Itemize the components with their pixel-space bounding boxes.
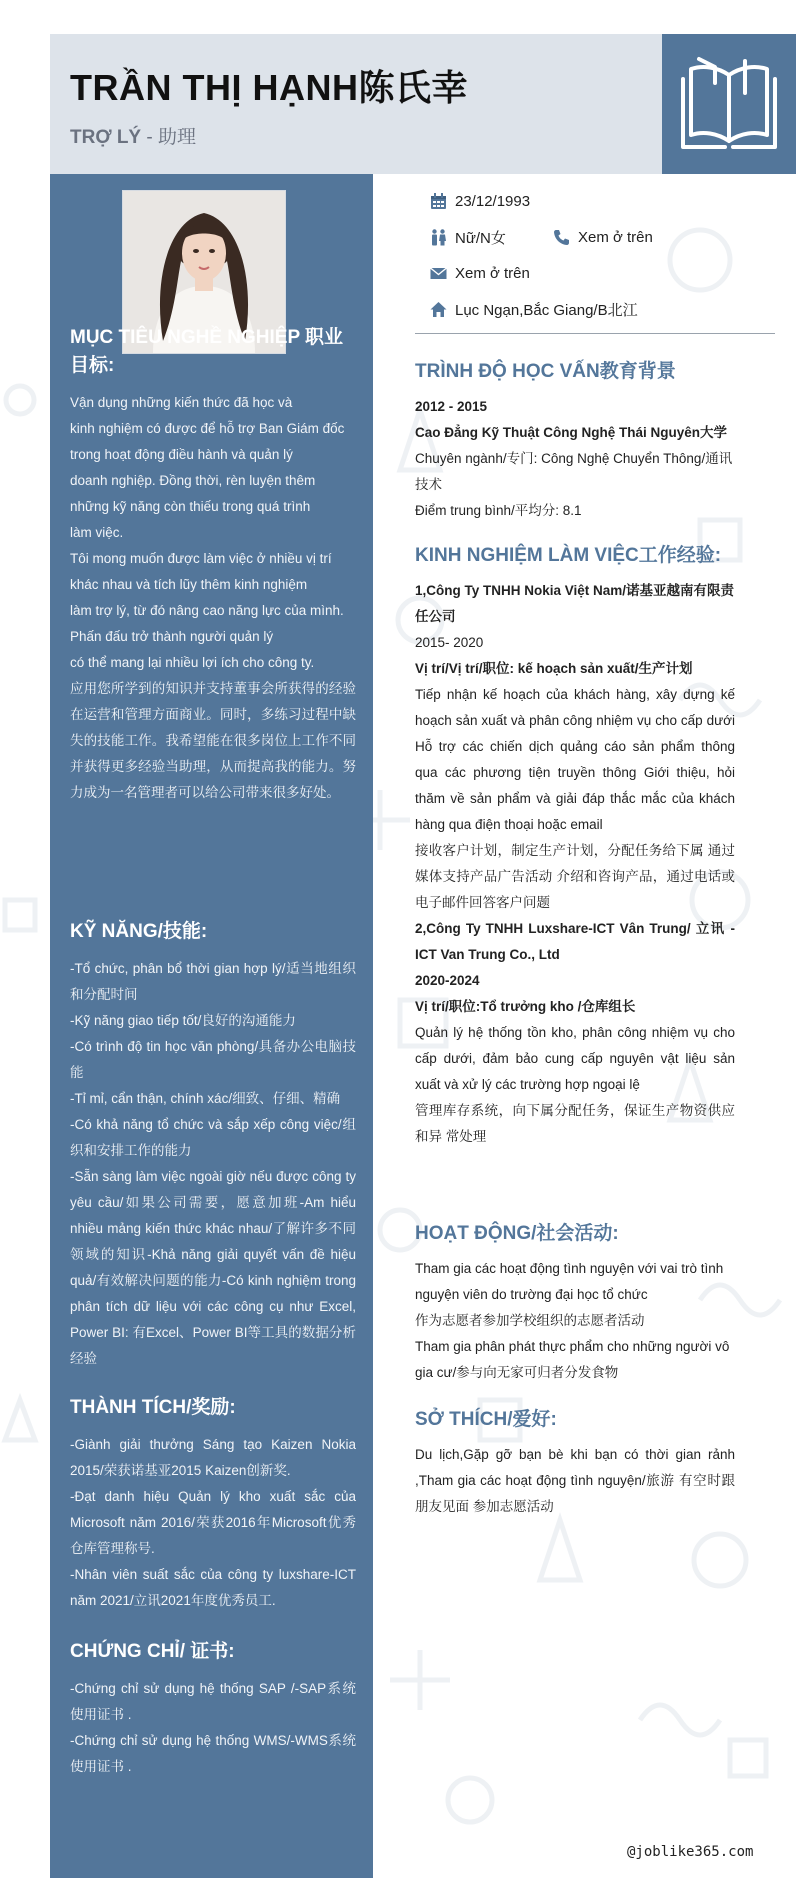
education-school: Cao Đẳng Kỹ Thuật Công Nghệ Thái Nguyên大学 <box>415 425 728 440</box>
website-watermark: @joblike365.com <box>627 1844 754 1860</box>
role-vietnamese: TRỢ LÝ <box>70 127 142 148</box>
job-description: Tiếp nhận kế hoạch của khách hàng, xây dựng kế hoạch sản xuất và phân công nhiệm vụ cho cấp dưới Hỗ trợ các chiến dịch quảng cáo sản phẩm thông qua các phương tiện truyền thông Giới thiệu, hỏi thăm về sản phẩm và giải đáp thắc mắc của khách hàng qua điện thoại hoặc email <box>415 687 735 832</box>
objective-line: có thể mang lại nhiều lợi ích cho công ty. <box>70 655 315 670</box>
phone-icon <box>553 229 570 246</box>
activity-item: Tham gia phân phát thực phẩm cho những người vô gia cư/参与向无家可归者分发食物 <box>415 1339 730 1380</box>
achievements-section <box>70 1394 356 1614</box>
envelope-icon <box>430 265 447 282</box>
education-title: TRÌNH ĐỘ HỌC VẤN教育背景 <box>415 361 676 382</box>
left-column <box>50 174 373 1878</box>
education-gpa: Điểm trung bình/平均分: 8.1 <box>415 503 582 518</box>
job-period: 2020-2024 <box>415 973 480 988</box>
contact-divider <box>415 333 775 334</box>
skills-section <box>70 918 356 1372</box>
open-book-icon <box>679 53 779 153</box>
achievements-title: THÀNH TÍCH/奖励: <box>70 1397 236 1418</box>
gender-icon <box>430 229 447 246</box>
job-description: Quản lý hệ thống tồn kho, phân công nhiệm vụ cho cấp dưới, đảm bảo cung cấp nguyên vật liệu sản xuất và xử lý các trường hợp ngoại lệ <box>415 1025 735 1092</box>
job-description-chinese: 接收客户计划，制定生产计划，分配任务给下属 通过媒体支持产品广告活动 介绍和咨询产品，通过电话或电子邮件回答客户问题 <box>415 843 735 910</box>
activities-title: HOẠT ĐỘNG/社会活动: <box>415 1223 619 1244</box>
objective-line: khác nhau và tích lũy thêm kinh nghiệm <box>70 577 308 592</box>
hobbies-text: Du lịch,Gặp gỡ bạn bè khi bạn có thời gian rảnh ,Tham gia các hoạt động tình nguyện/旅游 有空时跟朋友见面 参加志愿活动 <box>415 1447 735 1514</box>
candidate-name: TRẦN THỊ HẠNH陈氏幸 <box>70 67 468 108</box>
objective-line: làm trợ lý, từ đó nâng cao năng lực của mình. <box>70 603 344 618</box>
calendar-icon <box>430 193 447 210</box>
achievement-item: -Đạt danh hiệu Quản lý kho xuất sắc của Microsoft năm 2016/荣获2016年Microsoft优秀仓库管理称号. <box>70 1489 356 1556</box>
phone-row <box>553 226 653 248</box>
address-value: Lục Ngạn,Bắc Giang/B北江 <box>455 301 638 319</box>
job-position: Vị trí/Vị trí/职位: kế hoạch sản xuất/生产计划 <box>415 661 693 676</box>
resume-header <box>50 34 796 174</box>
skill-item: -Có khả năng tổ chức và sắp xếp công việc/组织和安排工作的能力 <box>70 1117 356 1158</box>
job-company: 1,Công Ty TNHH Nokia Việt Nam/诺基亚越南有限责任公司 <box>415 583 735 624</box>
activity-item: Tham gia các hoạt động tình nguyện với vai trò tình nguyện viên do trường đại học tổ chức <box>415 1261 724 1302</box>
certificates-section <box>70 1638 356 1780</box>
skill-item: -Có trình độ tin học văn phòng/具备办公电脑技能 <box>70 1039 356 1080</box>
birthdate-value: 23/12/1993 <box>455 192 531 210</box>
email-row <box>430 262 530 284</box>
objective-line: những kỹ năng còn thiếu trong quá trình <box>70 499 311 514</box>
objective-line: Vận dụng những kiến thức đã học và <box>70 395 293 410</box>
role-chinese: 助理 <box>157 127 196 148</box>
education-section <box>415 358 735 524</box>
role-separator: - <box>141 127 158 148</box>
hobbies-section <box>415 1406 735 1520</box>
gender-value: Nữ/N女 <box>455 229 506 247</box>
job-entry <box>415 578 735 916</box>
objective-section <box>70 324 356 806</box>
skill-item: -Sẵn sàng làm việc ngoài giờ nếu được công ty yêu cầu/如果公司需要，愿意加班-Am hiểu nhiều mảng kiến thức khác nhau/了解许多不同领域的知识-Khả năng giải quyết vấn đề hiệu quả/有效解决问题的能力-Có kinh nghiệm trong phân tích dữ liệu với các công cụ như Excel, Power BI: 有Excel、Power BI等工具的数据分析经验 <box>70 1169 356 1366</box>
certificate-item: -Chứng chỉ sử dụng hệ thống SAP /-SAP系统使用证书 . <box>70 1681 356 1722</box>
home-icon <box>430 301 447 318</box>
certificates-title: CHỨNG CHỈ/ 证书: <box>70 1641 235 1662</box>
skills-title: KỸ NĂNG/技能: <box>70 921 208 942</box>
activities-section <box>415 1220 735 1386</box>
job-description-chinese: 管理库存系统，向下属分配任务，保证生产物资供应和异 常处理 <box>415 1103 735 1144</box>
certificate-item: -Chứng chỉ sử dụng hệ thống WMS/-WMS系统使用证书 . <box>70 1733 356 1774</box>
gender-row <box>430 226 506 248</box>
phone-value: Xem ở trên <box>578 228 653 246</box>
hobbies-title: SỞ THÍCH/爱好: <box>415 1409 557 1430</box>
experience-title: KINH NGHIỆM LÀM VIỆC工作经验: <box>415 545 722 566</box>
achievement-item: -Giành giải thưởng Sáng tạo Kaizen Nokia 2015/荣获诺基亚2015 Kaizen创新奖. <box>70 1437 356 1478</box>
objective-line: Tôi mong muốn được làm việc ở nhiều vị trí <box>70 551 332 566</box>
birthdate-row <box>430 190 530 212</box>
logo-box <box>662 34 796 174</box>
objective-line: kinh nghiệm có được để hỗ trợ Ban Giám đốc <box>70 421 345 436</box>
experience-section <box>415 542 735 1150</box>
address-row <box>430 298 638 320</box>
job-position: Vị trí/职位:Tổ trưởng kho /仓库组长 <box>415 999 636 1014</box>
skill-item: -Tổ chức, phân bổ thời gian hợp lý/适当地组织和分配时间 <box>70 961 356 1002</box>
candidate-role <box>70 122 196 149</box>
objective-title: MỤC TIÊU NGHỀ NGHIỆP 职业目标: <box>70 327 344 376</box>
activity-item-chinese: 作为志愿者参加学校组织的志愿者活动 <box>415 1313 645 1328</box>
objective-chinese: 应用您所学到的知识并支持董事会所获得的经验在运营和管理方面商业。同时，多练习过程中缺失的技能工作。我希望能在很多岗位上工作不同并获得更多经验当助理，从而提高我的能力。努力成为一名管理者可以给公司带来很多好处。 <box>70 681 356 800</box>
job-period: 2015- 2020 <box>415 635 484 650</box>
email-value: Xem ở trên <box>455 264 530 282</box>
education-years: 2012 - 2015 <box>415 399 488 414</box>
education-major: Chuyên ngành/专门: Công Nghệ Chuyển Thông/通讯技术 <box>415 451 733 492</box>
objective-line: doanh nghiệp. Đồng thời, rèn luyện thêm <box>70 473 316 488</box>
objective-line: Phấn đấu trở thành người quản lý <box>70 629 274 644</box>
objective-line: làm việc. <box>70 525 124 540</box>
skill-item: -Tỉ mỉ, cẩn thận, chính xác/细致、仔细、精确 <box>70 1091 341 1106</box>
job-company: 2,Công Ty TNHH Luxshare-ICT Vân Trung/ 立讯 - ICT Van Trung Co., Ltd <box>415 921 735 962</box>
achievement-item: -Nhân viên suất sắc của công ty luxshare-ICT năm 2021/立讯2021年度优秀员工. <box>70 1567 356 1608</box>
job-entry <box>415 916 735 1150</box>
skill-item: -Kỹ năng giao tiếp tốt/良好的沟通能力 <box>70 1013 296 1028</box>
objective-line: trong hoạt động điều hành và quản lý <box>70 447 293 462</box>
